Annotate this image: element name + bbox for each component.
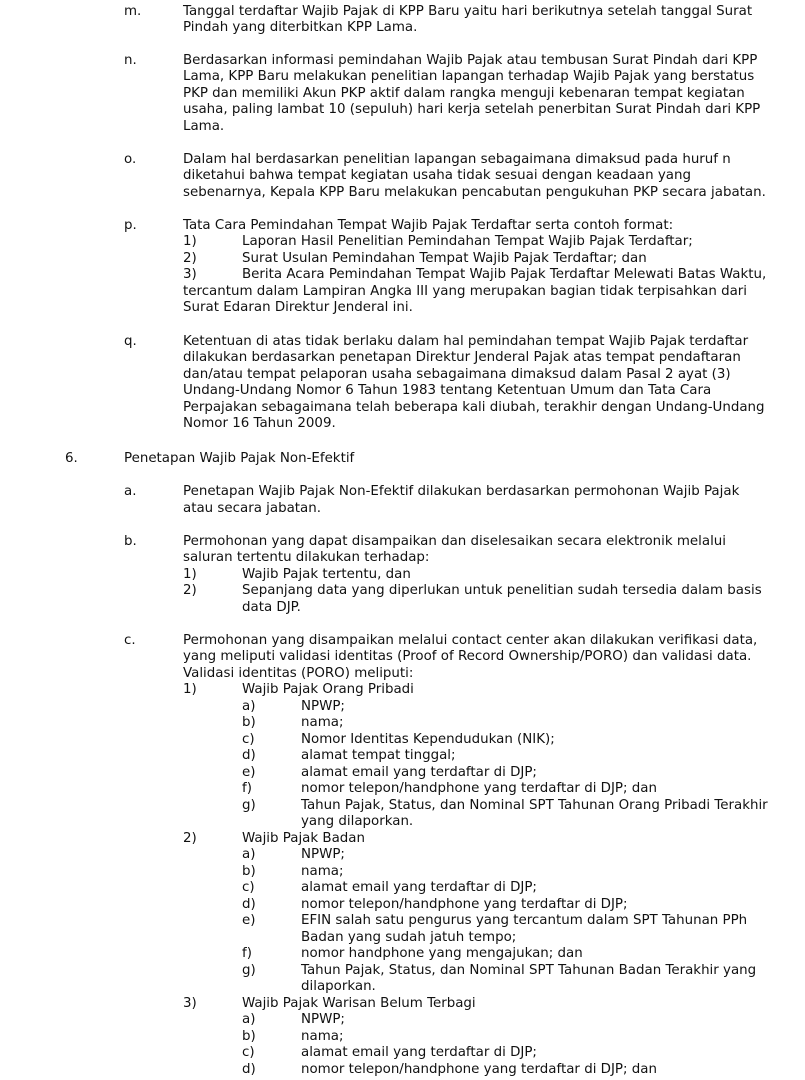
list-item: NPWP; bbox=[301, 847, 345, 862]
text-line: Berita Acara Pemindahan Tempat Wajib Pajak Terdaftar Melewati Batas Waktu, bbox=[242, 267, 767, 282]
text-line: saluran tertentu dilakukan terhadap: bbox=[183, 550, 430, 565]
text-line: dan/atau tempat pelaporan usaha sebagaimana dimaksud dalam Pasal 2 ayat (3) bbox=[183, 367, 731, 382]
sub-number: 1) bbox=[183, 234, 197, 249]
list-item: NPWP; bbox=[301, 699, 345, 714]
item-label: c. bbox=[124, 633, 136, 648]
sub-number: 3) bbox=[183, 267, 197, 282]
list-item: EFIN salah satu pengurus yang tercantum dalam SPT Tahunan PPh bbox=[301, 913, 748, 928]
text-line: atau secara jabatan. bbox=[183, 501, 321, 516]
text-line: usaha, paling lambat 10 (sepuluh) hari kerja setelah penerbitan Surat Pindah dari KPP bbox=[183, 102, 761, 117]
list-marker: g) bbox=[242, 963, 256, 978]
text-line: Permohonan yang disampaikan melalui contact center akan dilakukan verifikasi data, bbox=[183, 633, 758, 648]
list-marker: f) bbox=[242, 781, 252, 796]
section-title: Penetapan Wajib Pajak Non-Efektif bbox=[124, 451, 355, 466]
list-marker: a) bbox=[242, 1012, 256, 1027]
list-item: NPWP; bbox=[301, 1012, 345, 1027]
text-line: PKP dan memiliki Akun PKP aktif dalam rangka menguji kebenaran tempat kegiatan bbox=[183, 86, 745, 101]
item-label: b. bbox=[124, 534, 137, 549]
text-line: Lama, KPP Baru melakukan penelitian lapangan terhadap Wajib Pajak yang berstatus bbox=[183, 69, 755, 84]
item-label: m. bbox=[124, 4, 142, 19]
list-marker: d) bbox=[242, 897, 256, 912]
list-item: nomor telepon/handphone yang terdaftar di DJP; dan bbox=[301, 781, 657, 796]
list-item: nomor telepon/handphone yang terdaftar di DJP; bbox=[301, 897, 628, 912]
list-item: nama; bbox=[301, 864, 344, 879]
section-number: 6. bbox=[65, 451, 78, 466]
list-item: alamat email yang terdaftar di DJP; bbox=[301, 1045, 537, 1060]
list-item: Tahun Pajak, Status, dan Nominal SPT Tahunan Orang Pribadi Terakhir bbox=[301, 798, 768, 813]
list-marker: d) bbox=[242, 1062, 256, 1077]
list-item: yang dilaporkan. bbox=[301, 814, 414, 829]
text-line: Surat Usulan Pemindahan Tempat Wajib Pajak Terdaftar; dan bbox=[242, 251, 647, 266]
list-item: dilaporkan. bbox=[301, 979, 376, 994]
list-item: nama; bbox=[301, 1029, 344, 1044]
text-line: Perpajakan sebagaimana telah beberapa kali diubah, terakhir dengan Undang-Undang bbox=[183, 400, 765, 415]
text-line: sebenarnya, Kepala KPP Baru melakukan pencabutan pengukuhan PKP secara jabatan. bbox=[183, 185, 766, 200]
text-line: data DJP. bbox=[242, 600, 301, 615]
text-line: dilakukan berdasarkan penetapan Direktur Jenderal Pajak atas tempat pendaftaran bbox=[183, 350, 741, 365]
list-item: nomor handphone yang mengajukan; dan bbox=[301, 946, 583, 961]
text-line: Pindah yang diterbitkan KPP Lama. bbox=[183, 20, 418, 35]
item-label: p. bbox=[124, 218, 137, 233]
text-line: Wajib Pajak tertentu, dan bbox=[242, 567, 411, 582]
text-line: Sepanjang data yang diperlukan untuk penelitian sudah tersedia dalam basis bbox=[242, 583, 762, 598]
text-line: tercantum dalam Lampiran Angka III yang merupakan bagian tidak terpisahkan dari bbox=[183, 284, 748, 299]
list-item: nomor telepon/handphone yang terdaftar di DJP; dan bbox=[301, 1062, 657, 1077]
list-item: alamat email yang terdaftar di DJP; bbox=[301, 765, 537, 780]
text-line: Tanggal terdaftar Wajib Pajak di KPP Baru yaitu hari berikutnya setelah tanggal Surat bbox=[183, 4, 753, 19]
text-line: Permohonan yang dapat disampaikan dan diselesaikan secara elektronik melalui bbox=[183, 534, 727, 549]
sub-number: 1) bbox=[183, 567, 197, 582]
group-title: Wajib Pajak Orang Pribadi bbox=[242, 682, 414, 697]
text-line: Validasi identitas (PORO) meliputi: bbox=[183, 666, 414, 681]
item-label: n. bbox=[124, 53, 137, 68]
text-line: Laporan Hasil Penelitian Pemindahan Tempat Wajib Pajak Terdaftar; bbox=[242, 234, 693, 249]
text-line: Undang-Undang Nomor 6 Tahun 1983 tentang Ketentuan Umum dan Tata Cara bbox=[183, 383, 712, 398]
list-marker: e) bbox=[242, 765, 256, 780]
list-item: alamat email yang terdaftar di DJP; bbox=[301, 880, 537, 895]
list-item: Tahun Pajak, Status, dan Nominal SPT Tahunan Badan Terakhir yang bbox=[301, 963, 757, 978]
list-marker: c) bbox=[242, 1045, 255, 1060]
list-marker: b) bbox=[242, 715, 256, 730]
group-title: Wajib Pajak Warisan Belum Terbagi bbox=[242, 996, 476, 1011]
list-marker: g) bbox=[242, 798, 256, 813]
list-marker: d) bbox=[242, 748, 256, 763]
list-marker: b) bbox=[242, 1029, 256, 1044]
item-label: q. bbox=[124, 334, 137, 349]
text-line: Ketentuan di atas tidak berlaku dalam hal pemindahan tempat Wajib Pajak terdaftar bbox=[183, 334, 749, 349]
list-marker: f) bbox=[242, 946, 252, 961]
list-marker: a) bbox=[242, 699, 256, 714]
list-marker: c) bbox=[242, 880, 255, 895]
list-marker: b) bbox=[242, 864, 256, 879]
text-line: Tata Cara Pemindahan Tempat Wajib Pajak Terdaftar serta contoh format: bbox=[183, 218, 674, 233]
list-item: Badan yang sudah jatuh tempo; bbox=[301, 930, 517, 945]
list-item: Nomor Identitas Kependudukan (NIK); bbox=[301, 732, 555, 747]
group-number: 3) bbox=[183, 996, 197, 1011]
list-item: alamat tempat tinggal; bbox=[301, 748, 456, 763]
group-number: 1) bbox=[183, 682, 197, 697]
item-label: a. bbox=[124, 484, 137, 499]
text-line: diketahui bahwa tempat kegiatan usaha tidak sesuai dengan keadaan yang bbox=[183, 168, 691, 183]
text-line: Nomor 16 Tahun 2009. bbox=[183, 416, 336, 431]
item-label: o. bbox=[124, 152, 137, 167]
text-line: Penetapan Wajib Pajak Non-Efektif dilakukan berdasarkan permohonan Wajib Pajak bbox=[183, 484, 740, 499]
list-marker: e) bbox=[242, 913, 256, 928]
group-title: Wajib Pajak Badan bbox=[242, 831, 365, 846]
list-marker: a) bbox=[242, 847, 256, 862]
text-line: Berdasarkan informasi pemindahan Wajib Pajak atau tembusan Surat Pindah dari KPP bbox=[183, 53, 758, 68]
sub-number: 2) bbox=[183, 583, 197, 598]
text-line: yang meliputi validasi identitas (Proof of Record Ownership/PORO) dan validasi data. bbox=[183, 649, 752, 664]
text-line: Lama. bbox=[183, 119, 225, 134]
sub-number: 2) bbox=[183, 251, 197, 266]
text-line: Dalam hal berdasarkan penelitian lapangan sebagaimana dimaksud pada huruf n bbox=[183, 152, 731, 167]
text-line: Surat Edaran Direktur Jenderal ini. bbox=[183, 300, 413, 315]
list-marker: c) bbox=[242, 732, 255, 747]
list-item: nama; bbox=[301, 715, 344, 730]
group-number: 2) bbox=[183, 831, 197, 846]
